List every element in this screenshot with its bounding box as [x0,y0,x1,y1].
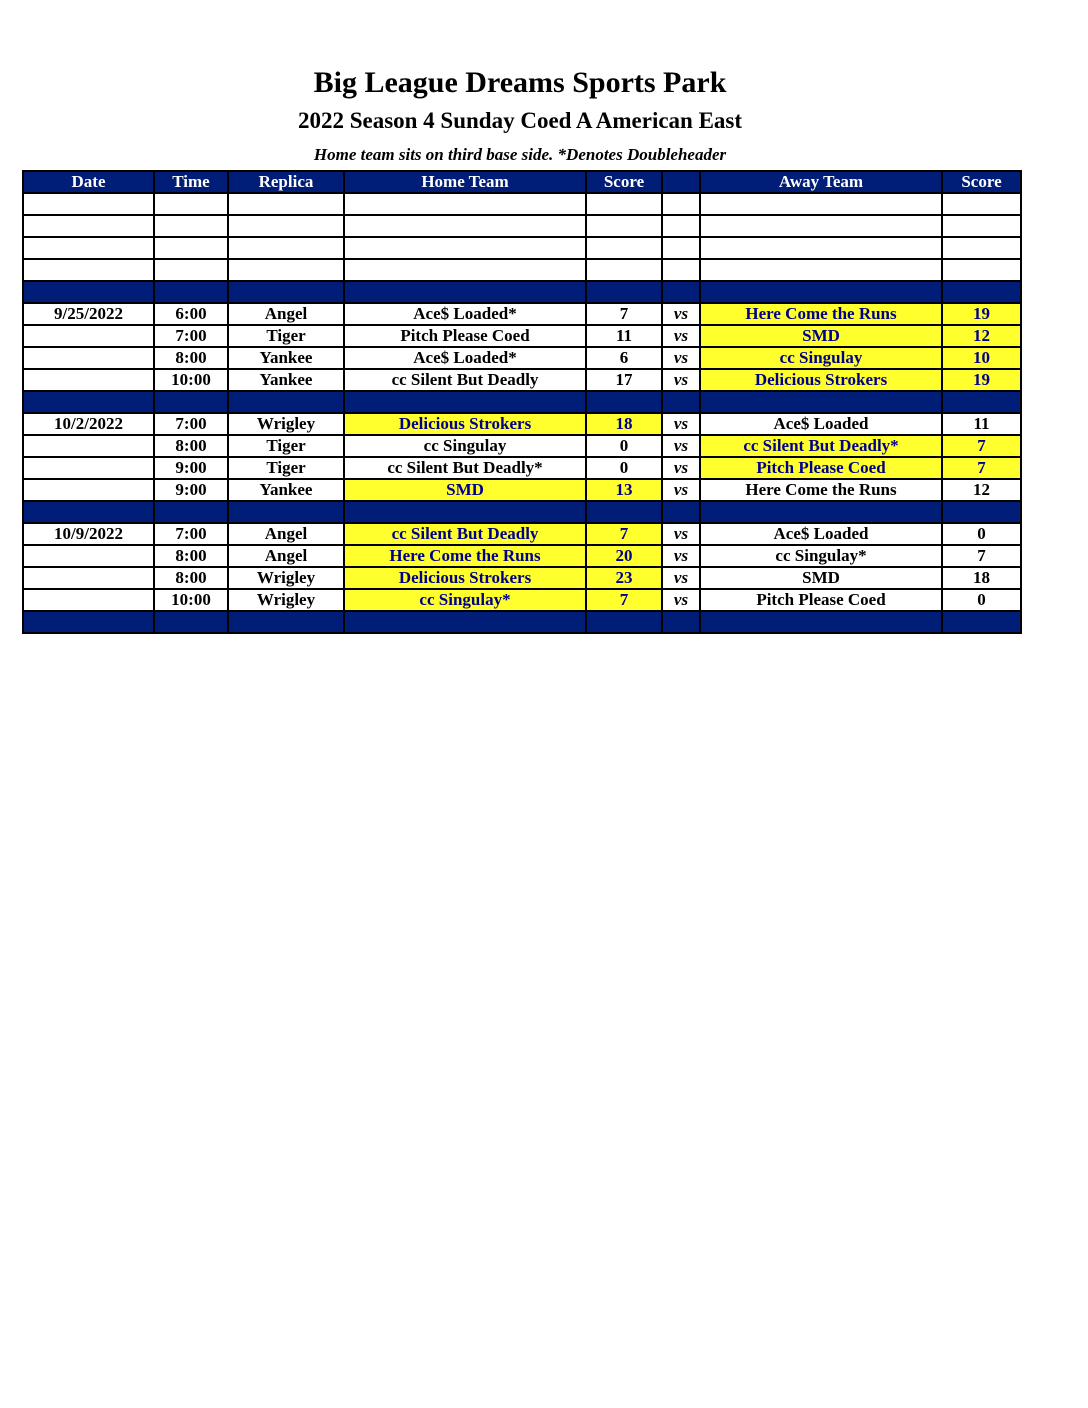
home-team: Here Come the Runs [344,545,586,567]
away-team: Delicious Strokers [700,369,942,391]
away-team: Ace$ Loaded [700,523,942,545]
vs-label: vs [662,545,700,567]
game-field: Angel [228,545,344,567]
page-subtitle: 2022 Season 4 Sunday Coed A American East [297,108,743,133]
home-score: 18 [586,413,662,435]
away-score: 12 [942,325,1021,347]
game-time: 10:00 [154,369,228,391]
game-date: 10/9/2022 [23,523,154,545]
header-away-team: Away Team [700,171,942,193]
home-score: 7 [586,303,662,325]
home-team: Ace$ Loaded* [344,347,586,369]
game-row [23,589,1021,611]
game-row [23,435,1021,457]
schedule-note: Home team sits on third base side. *Denotes Doubleheader [313,145,727,164]
game-time: 7:00 [154,523,228,545]
game-date: 9/25/2022 [23,303,154,325]
home-score: 7 [586,589,662,611]
vs-label: vs [662,303,700,325]
home-team: cc Silent But Deadly [344,369,586,391]
home-score: 0 [586,435,662,457]
away-score: 12 [942,479,1021,501]
empty-row [23,215,1021,237]
schedule-table [22,170,1022,634]
vs-label: vs [662,457,700,479]
game-date [23,347,154,369]
away-team: cc Singulay* [700,545,942,567]
game-row [23,347,1021,369]
away-team: Ace$ Loaded [700,413,942,435]
game-time: 6:00 [154,303,228,325]
separator-row [23,501,1021,523]
game-row [23,369,1021,391]
game-date [23,325,154,347]
game-field: Angel [228,523,344,545]
vs-label: vs [662,479,700,501]
home-score: 13 [586,479,662,501]
game-time: 8:00 [154,435,228,457]
home-score: 20 [586,545,662,567]
home-score: 17 [586,369,662,391]
game-time: 8:00 [154,545,228,567]
game-field: Tiger [228,325,344,347]
page-title: Big League Dreams Sports Park [313,66,727,99]
game-row [23,303,1021,325]
game-row [23,457,1021,479]
game-field: Yankee [228,479,344,501]
away-score: 0 [942,589,1021,611]
away-score: 18 [942,567,1021,589]
game-date [23,545,154,567]
away-team: SMD [700,325,942,347]
game-field: Tiger [228,457,344,479]
home-team: SMD [344,479,586,501]
header-vs [662,171,700,193]
vs-label: vs [662,435,700,457]
header-home-score: Score [586,171,662,193]
game-date [23,567,154,589]
away-score: 7 [942,545,1021,567]
home-score: 23 [586,567,662,589]
game-time: 8:00 [154,567,228,589]
game-row [23,325,1021,347]
header-row [23,171,1021,193]
vs-label: vs [662,413,700,435]
home-score: 6 [586,347,662,369]
home-team: cc Silent But Deadly* [344,457,586,479]
home-team: Pitch Please Coed [344,325,586,347]
game-time: 10:00 [154,589,228,611]
vs-label: vs [662,369,700,391]
header-time: Time [154,171,228,193]
game-time: 9:00 [154,457,228,479]
game-row [23,523,1021,545]
away-team: SMD [700,567,942,589]
away-score: 7 [942,435,1021,457]
empty-row [23,259,1021,281]
away-team: Here Come the Runs [700,303,942,325]
schedule-body [23,193,1021,633]
home-score: 7 [586,523,662,545]
game-date [23,369,154,391]
game-time: 9:00 [154,479,228,501]
away-score: 19 [942,303,1021,325]
game-row [23,545,1021,567]
game-time: 8:00 [154,347,228,369]
away-team: Pitch Please Coed [700,589,942,611]
home-score: 11 [586,325,662,347]
game-date [23,589,154,611]
game-date [23,435,154,457]
header-date: Date [23,171,154,193]
game-field: Tiger [228,435,344,457]
game-row [23,567,1021,589]
header-away-score: Score [942,171,1021,193]
home-team: Ace$ Loaded* [344,303,586,325]
separator-row [23,611,1021,633]
game-date: 10/2/2022 [23,413,154,435]
away-score: 19 [942,369,1021,391]
away-score: 10 [942,347,1021,369]
game-field: Wrigley [228,589,344,611]
game-field: Yankee [228,347,344,369]
game-time: 7:00 [154,325,228,347]
separator-row [23,391,1021,413]
game-row [23,479,1021,501]
away-score: 0 [942,523,1021,545]
game-time: 7:00 [154,413,228,435]
header-replica: Replica [228,171,344,193]
game-row [23,413,1021,435]
vs-label: vs [662,325,700,347]
home-team: cc Singulay* [344,589,586,611]
empty-row [23,237,1021,259]
vs-label: vs [662,347,700,369]
away-team: Here Come the Runs [700,479,942,501]
game-field: Angel [228,303,344,325]
away-team: cc Silent But Deadly* [700,435,942,457]
game-date [23,479,154,501]
vs-label: vs [662,523,700,545]
home-team: Delicious Strokers [344,413,586,435]
away-team: Pitch Please Coed [700,457,942,479]
home-score: 0 [586,457,662,479]
game-date [23,457,154,479]
away-score: 11 [942,413,1021,435]
game-field: Wrigley [228,413,344,435]
away-score: 7 [942,457,1021,479]
home-team: cc Singulay [344,435,586,457]
separator-row [23,281,1021,303]
game-field: Wrigley [228,567,344,589]
vs-label: vs [662,589,700,611]
home-team: Delicious Strokers [344,567,586,589]
header-home-team: Home Team [344,171,586,193]
vs-label: vs [662,567,700,589]
away-team: cc Singulay [700,347,942,369]
empty-row [23,193,1021,215]
home-team: cc Silent But Deadly [344,523,586,545]
game-field: Yankee [228,369,344,391]
